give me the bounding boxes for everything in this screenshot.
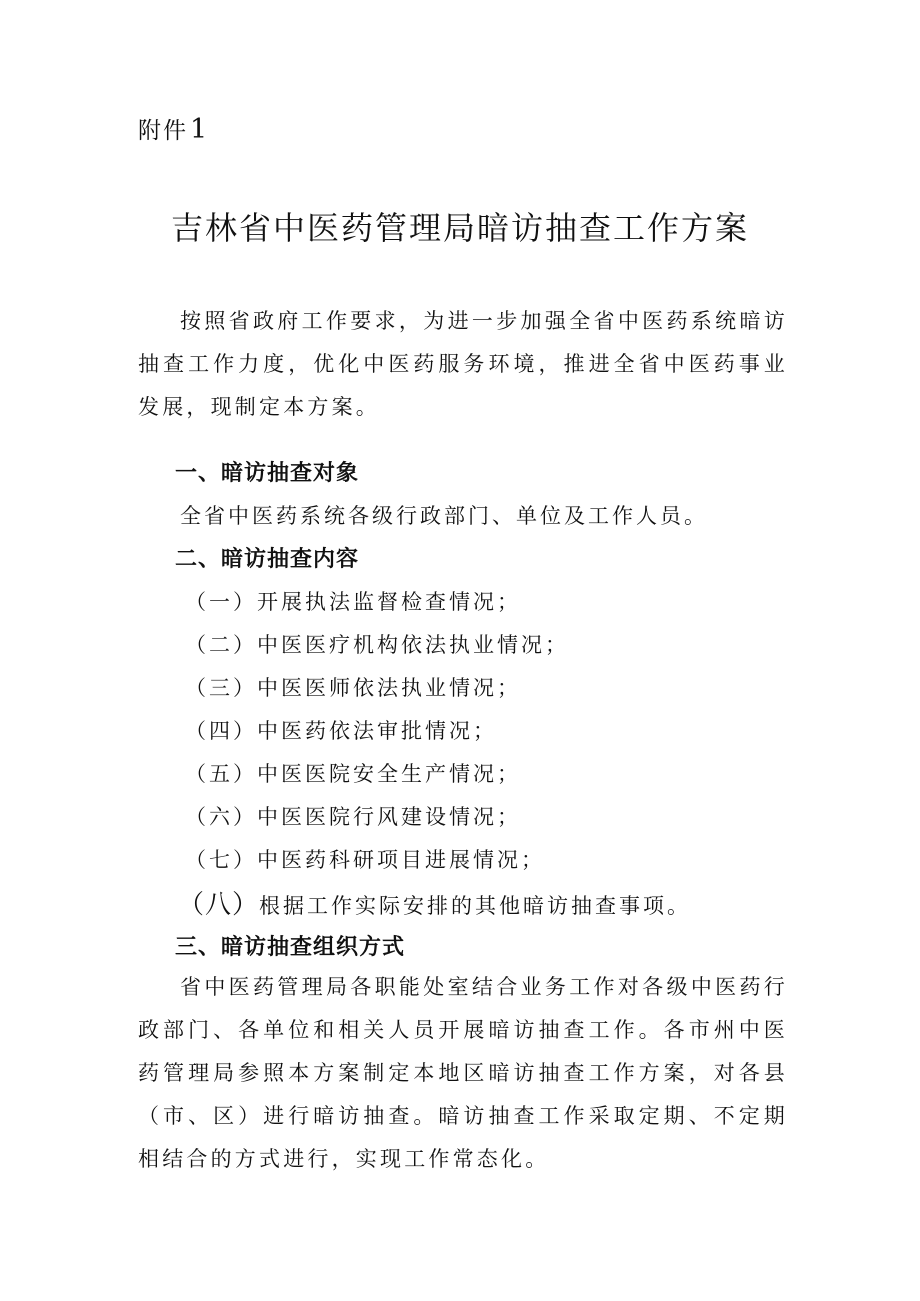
content-item-8	[178, 884, 691, 921]
content-item-2: （二）中医医疗机构依法执业情况；	[185, 633, 569, 657]
content-item-6: （六）中医医院行风建设情况；	[185, 805, 521, 829]
section-1-text: 全省中医药系统各级行政部门、单位及工作人员。	[180, 504, 708, 528]
section-2-heading: 二、暗访抽查内容	[175, 547, 360, 572]
content-item-3: （三）中医医师依法执业情况；	[185, 676, 521, 700]
content-item-7: （七）中医药科研项目进展情况；	[185, 848, 545, 872]
section-3-paragraph: 省中医药管理局各职能处室结合业务工作对各级中医药行政部门、各单位和相关人员开展暗访抽查工作。各市州中医药管理局参照本方案制定本地区暗访抽查工作方案，对各县（市、区）进行暗访抽查。暗访抽查工作采取定期、不定期相结合的方式进行，实现工作常态化。	[138, 975, 788, 1171]
content-item-5: （五）中医医院安全生产情况；	[185, 762, 521, 786]
attachment-text: 附件	[138, 118, 188, 144]
attachment-number: 1	[190, 114, 210, 145]
content-item-8-text: 根据工作实际安排的其他暗访抽查事项。	[259, 894, 692, 918]
document-title: 吉林省中医药管理局暗访抽查工作方案	[170, 209, 749, 247]
section-1-heading: 一、暗访抽查对象	[175, 461, 360, 486]
attachment-label	[138, 112, 209, 145]
content-item-8-label: （八）	[178, 890, 260, 920]
content-item-4: （四）中医药依法审批情况；	[185, 719, 497, 743]
section-3-heading: 三、暗访抽查组织方式	[175, 935, 406, 960]
content-item-1: （一）开展执法监督检查情况；	[185, 590, 521, 614]
intro-paragraph: 按照省政府工作要求，为进一步加强全省中医药系统暗访抽查工作力度，优化中医药服务环境，推进全省中医药事业发展，现制定本方案。	[138, 309, 788, 419]
